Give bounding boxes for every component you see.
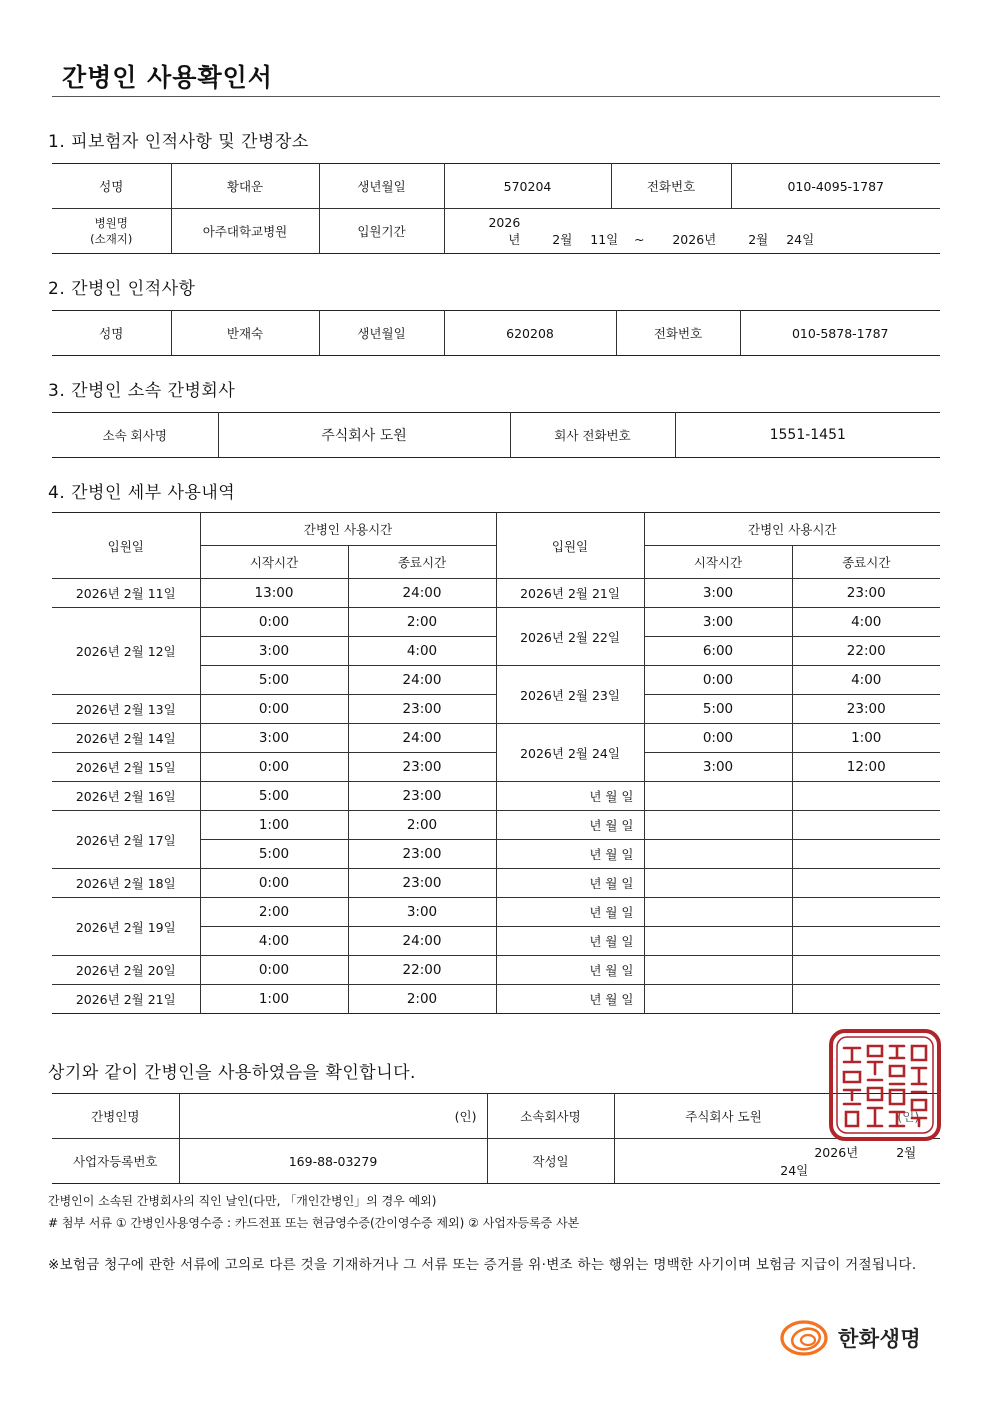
right-date-cell: 2026년 2월 24일	[496, 724, 644, 782]
right-end-time: 4:00	[792, 666, 940, 695]
period-end-day: 24일	[786, 231, 815, 247]
left-end-time: 23:00	[348, 869, 496, 898]
right-end-time: 22:00	[792, 637, 940, 666]
right-end-empty	[792, 927, 940, 956]
right-end-time: 12:00	[792, 753, 940, 782]
written-date-month: 2월	[896, 1145, 917, 1160]
bizno-value: 169-88-03279	[179, 1139, 487, 1184]
right-start-header: 시작시간	[644, 546, 792, 579]
right-date-header: 입원일	[496, 513, 644, 579]
company-name: 주식회사 도원	[218, 413, 510, 458]
caregiver-phone-label: 전화번호	[616, 311, 740, 356]
period-start-day: 11일	[590, 231, 619, 247]
left-time-header: 간병인 사용시간	[200, 513, 496, 546]
right-start-time: 5:00	[644, 695, 792, 724]
hanwha-life-logo	[778, 1318, 921, 1358]
insured-phone-label: 전화번호	[611, 164, 731, 209]
left-end-time: 2:00	[348, 985, 496, 1014]
caregiver-name-label: 성명	[52, 311, 171, 356]
right-end-empty	[792, 898, 940, 927]
period-tilde: ~	[634, 231, 645, 247]
hospital-label-sub: (소재지)	[90, 232, 133, 246]
left-start-time: 5:00	[200, 782, 348, 811]
left-start-time: 3:00	[200, 724, 348, 753]
right-date-empty: 년 월 일	[496, 782, 644, 811]
caregiver-sign-label: 간병인명	[52, 1094, 179, 1139]
fraud-warning: ※보험금 청구에 관한 서류에 고의로 다른 것을 기재하거나 그 서류 또는 증거를 위·변조 하는 행위는 명백한 사기이며 보험금 지급이 거절됩니다.	[48, 1257, 917, 1273]
right-end-time: 23:00	[792, 695, 940, 724]
left-start-time: 1:00	[200, 811, 348, 840]
caregiver-name: 반재숙	[171, 311, 319, 356]
right-time-header: 간병인 사용시간	[644, 513, 940, 546]
caregiver-info-table	[52, 310, 940, 356]
right-date-cell: 2026년 2월 21일	[496, 579, 644, 608]
company-sign-label: 소속회사명	[487, 1094, 614, 1139]
period-start-year: 2026년	[488, 214, 521, 247]
signature-table	[52, 1093, 940, 1184]
usage-detail-table	[52, 512, 940, 1014]
right-end-time: 23:00	[792, 579, 940, 608]
right-date-empty: 년 월 일	[496, 956, 644, 985]
left-end-time: 23:00	[348, 695, 496, 724]
title-divider	[52, 96, 940, 97]
left-end-time: 24:00	[348, 666, 496, 695]
left-start-time: 1:00	[200, 985, 348, 1014]
admission-period	[444, 209, 940, 254]
left-start-time: 0:00	[200, 956, 348, 985]
company-sign-name: 주식회사 도원	[685, 1109, 762, 1124]
right-start-empty	[644, 985, 792, 1014]
right-date-empty: 년 월 일	[496, 840, 644, 869]
left-end-time: 23:00	[348, 782, 496, 811]
caregiver-birth-label: 생년월일	[319, 311, 444, 356]
hospital-name: 아주대학교병원	[171, 209, 319, 254]
right-start-time: 3:00	[644, 608, 792, 637]
left-end-time: 2:00	[348, 811, 496, 840]
insured-phone: 010-4095-1787	[731, 164, 940, 209]
left-start-time: 0:00	[200, 608, 348, 637]
hospital-label	[52, 209, 171, 254]
left-end-header: 종료시간	[348, 546, 496, 579]
right-start-empty	[644, 927, 792, 956]
left-start-time: 4:00	[200, 927, 348, 956]
left-end-time: 23:00	[348, 840, 496, 869]
right-date-empty: 년 월 일	[496, 898, 644, 927]
right-end-time: 4:00	[792, 608, 940, 637]
right-start-empty	[644, 811, 792, 840]
right-end-empty	[792, 956, 940, 985]
logo-text: 한화생명	[838, 1327, 922, 1351]
left-date-cell: 2026년 2월 16일	[52, 782, 200, 811]
right-start-empty	[644, 782, 792, 811]
right-start-time: 6:00	[644, 637, 792, 666]
right-end-header: 종료시간	[792, 546, 940, 579]
left-end-time: 24:00	[348, 927, 496, 956]
right-end-empty	[792, 985, 940, 1014]
left-start-time: 0:00	[200, 869, 348, 898]
company-name-label: 소속 회사명	[52, 413, 218, 458]
written-date-day: 24일	[780, 1163, 809, 1178]
left-date-cell: 2026년 2월 15일	[52, 753, 200, 782]
bizno-label: 사업자등록번호	[52, 1139, 179, 1184]
right-date-empty: 년 월 일	[496, 985, 644, 1014]
right-date-empty: 년 월 일	[496, 811, 644, 840]
note-seal-requirement: 간병인이 소속된 간병회사의 직인 날인(다만, 「개인간병인」의 경우 예외)	[48, 1194, 437, 1208]
hospital-label-main: 병원명	[94, 216, 128, 230]
left-start-time: 0:00	[200, 695, 348, 724]
right-start-time: 0:00	[644, 666, 792, 695]
left-start-time: 0:00	[200, 753, 348, 782]
document-title: 간병인 사용확인서	[62, 63, 273, 92]
right-start-empty	[644, 898, 792, 927]
company-phone-label: 회사 전화번호	[510, 413, 675, 458]
written-date-year: 2026년	[814, 1145, 859, 1160]
left-start-time: 3:00	[200, 637, 348, 666]
written-date	[614, 1139, 940, 1184]
hanwha-logo-icon	[778, 1318, 834, 1358]
left-start-time: 5:00	[200, 666, 348, 695]
left-start-header: 시작시간	[200, 546, 348, 579]
left-end-time: 22:00	[348, 956, 496, 985]
company-info-table	[52, 412, 940, 458]
left-date-cell: 2026년 2월 11일	[52, 579, 200, 608]
left-end-time: 3:00	[348, 898, 496, 927]
insured-name-label: 성명	[52, 164, 171, 209]
insured-name: 황대운	[171, 164, 319, 209]
left-start-time: 2:00	[200, 898, 348, 927]
right-start-time: 3:00	[644, 579, 792, 608]
section-1-heading: 1. 피보험자 인적사항 및 간병장소	[48, 132, 309, 152]
left-end-time: 2:00	[348, 608, 496, 637]
left-date-header: 입원일	[52, 513, 200, 579]
left-end-time: 24:00	[348, 579, 496, 608]
note-attachments: # 첨부 서류 ① 간병인사용영수증 : 카드전표 또는 현금영수증(간이영수증 제외) ② 사업자등록증 사본	[48, 1216, 580, 1230]
left-date-cell: 2026년 2월 13일	[52, 695, 200, 724]
caregiver-birth: 620208	[444, 311, 616, 356]
period-label: 입원기간	[319, 209, 444, 254]
section-3-heading: 3. 간병인 소속 간병회사	[48, 381, 236, 401]
caregiver-phone: 010-5878-1787	[740, 311, 940, 356]
left-start-time: 13:00	[200, 579, 348, 608]
right-start-empty	[644, 869, 792, 898]
right-end-empty	[792, 869, 940, 898]
right-end-empty	[792, 811, 940, 840]
insured-birth: 570204	[444, 164, 611, 209]
left-date-cell: 2026년 2월 19일	[52, 898, 200, 956]
right-start-empty	[644, 840, 792, 869]
confirmation-text: 상기와 같이 간병인을 사용하였음을 확인합니다.	[48, 1063, 416, 1083]
caregiver-seal-mark: (인)	[179, 1094, 487, 1139]
right-date-empty: 년 월 일	[496, 869, 644, 898]
period-end-year: 2026년	[672, 231, 717, 247]
left-date-cell: 2026년 2월 18일	[52, 869, 200, 898]
right-start-empty	[644, 956, 792, 985]
right-end-empty	[792, 840, 940, 869]
left-date-cell: 2026년 2월 20일	[52, 956, 200, 985]
right-date-cell: 2026년 2월 23일	[496, 666, 644, 724]
company-seal-mark: (인)	[897, 1109, 920, 1124]
right-end-empty	[792, 782, 940, 811]
left-end-time: 4:00	[348, 637, 496, 666]
section-2-heading: 2. 간병인 인적사항	[48, 279, 196, 299]
left-date-cell: 2026년 2월 12일	[52, 608, 200, 695]
period-end-month: 2월	[748, 231, 769, 247]
left-start-time: 5:00	[200, 840, 348, 869]
right-start-time: 3:00	[644, 753, 792, 782]
section-4-heading: 4. 간병인 세부 사용내역	[48, 483, 236, 503]
period-start-month: 2월	[552, 231, 573, 247]
right-date-empty: 년 월 일	[496, 927, 644, 956]
insured-info-table	[52, 163, 940, 254]
left-end-time: 24:00	[348, 724, 496, 753]
company-seal-stamp	[828, 1028, 942, 1142]
insured-birth-label: 생년월일	[319, 164, 444, 209]
right-date-cell: 2026년 2월 22일	[496, 608, 644, 666]
left-date-cell: 2026년 2월 21일	[52, 985, 200, 1014]
date-label: 작성일	[487, 1139, 614, 1184]
right-end-time: 1:00	[792, 724, 940, 753]
left-end-time: 23:00	[348, 753, 496, 782]
left-date-cell: 2026년 2월 17일	[52, 811, 200, 869]
right-start-time: 0:00	[644, 724, 792, 753]
left-date-cell: 2026년 2월 14일	[52, 724, 200, 753]
company-phone: 1551-1451	[675, 413, 940, 458]
